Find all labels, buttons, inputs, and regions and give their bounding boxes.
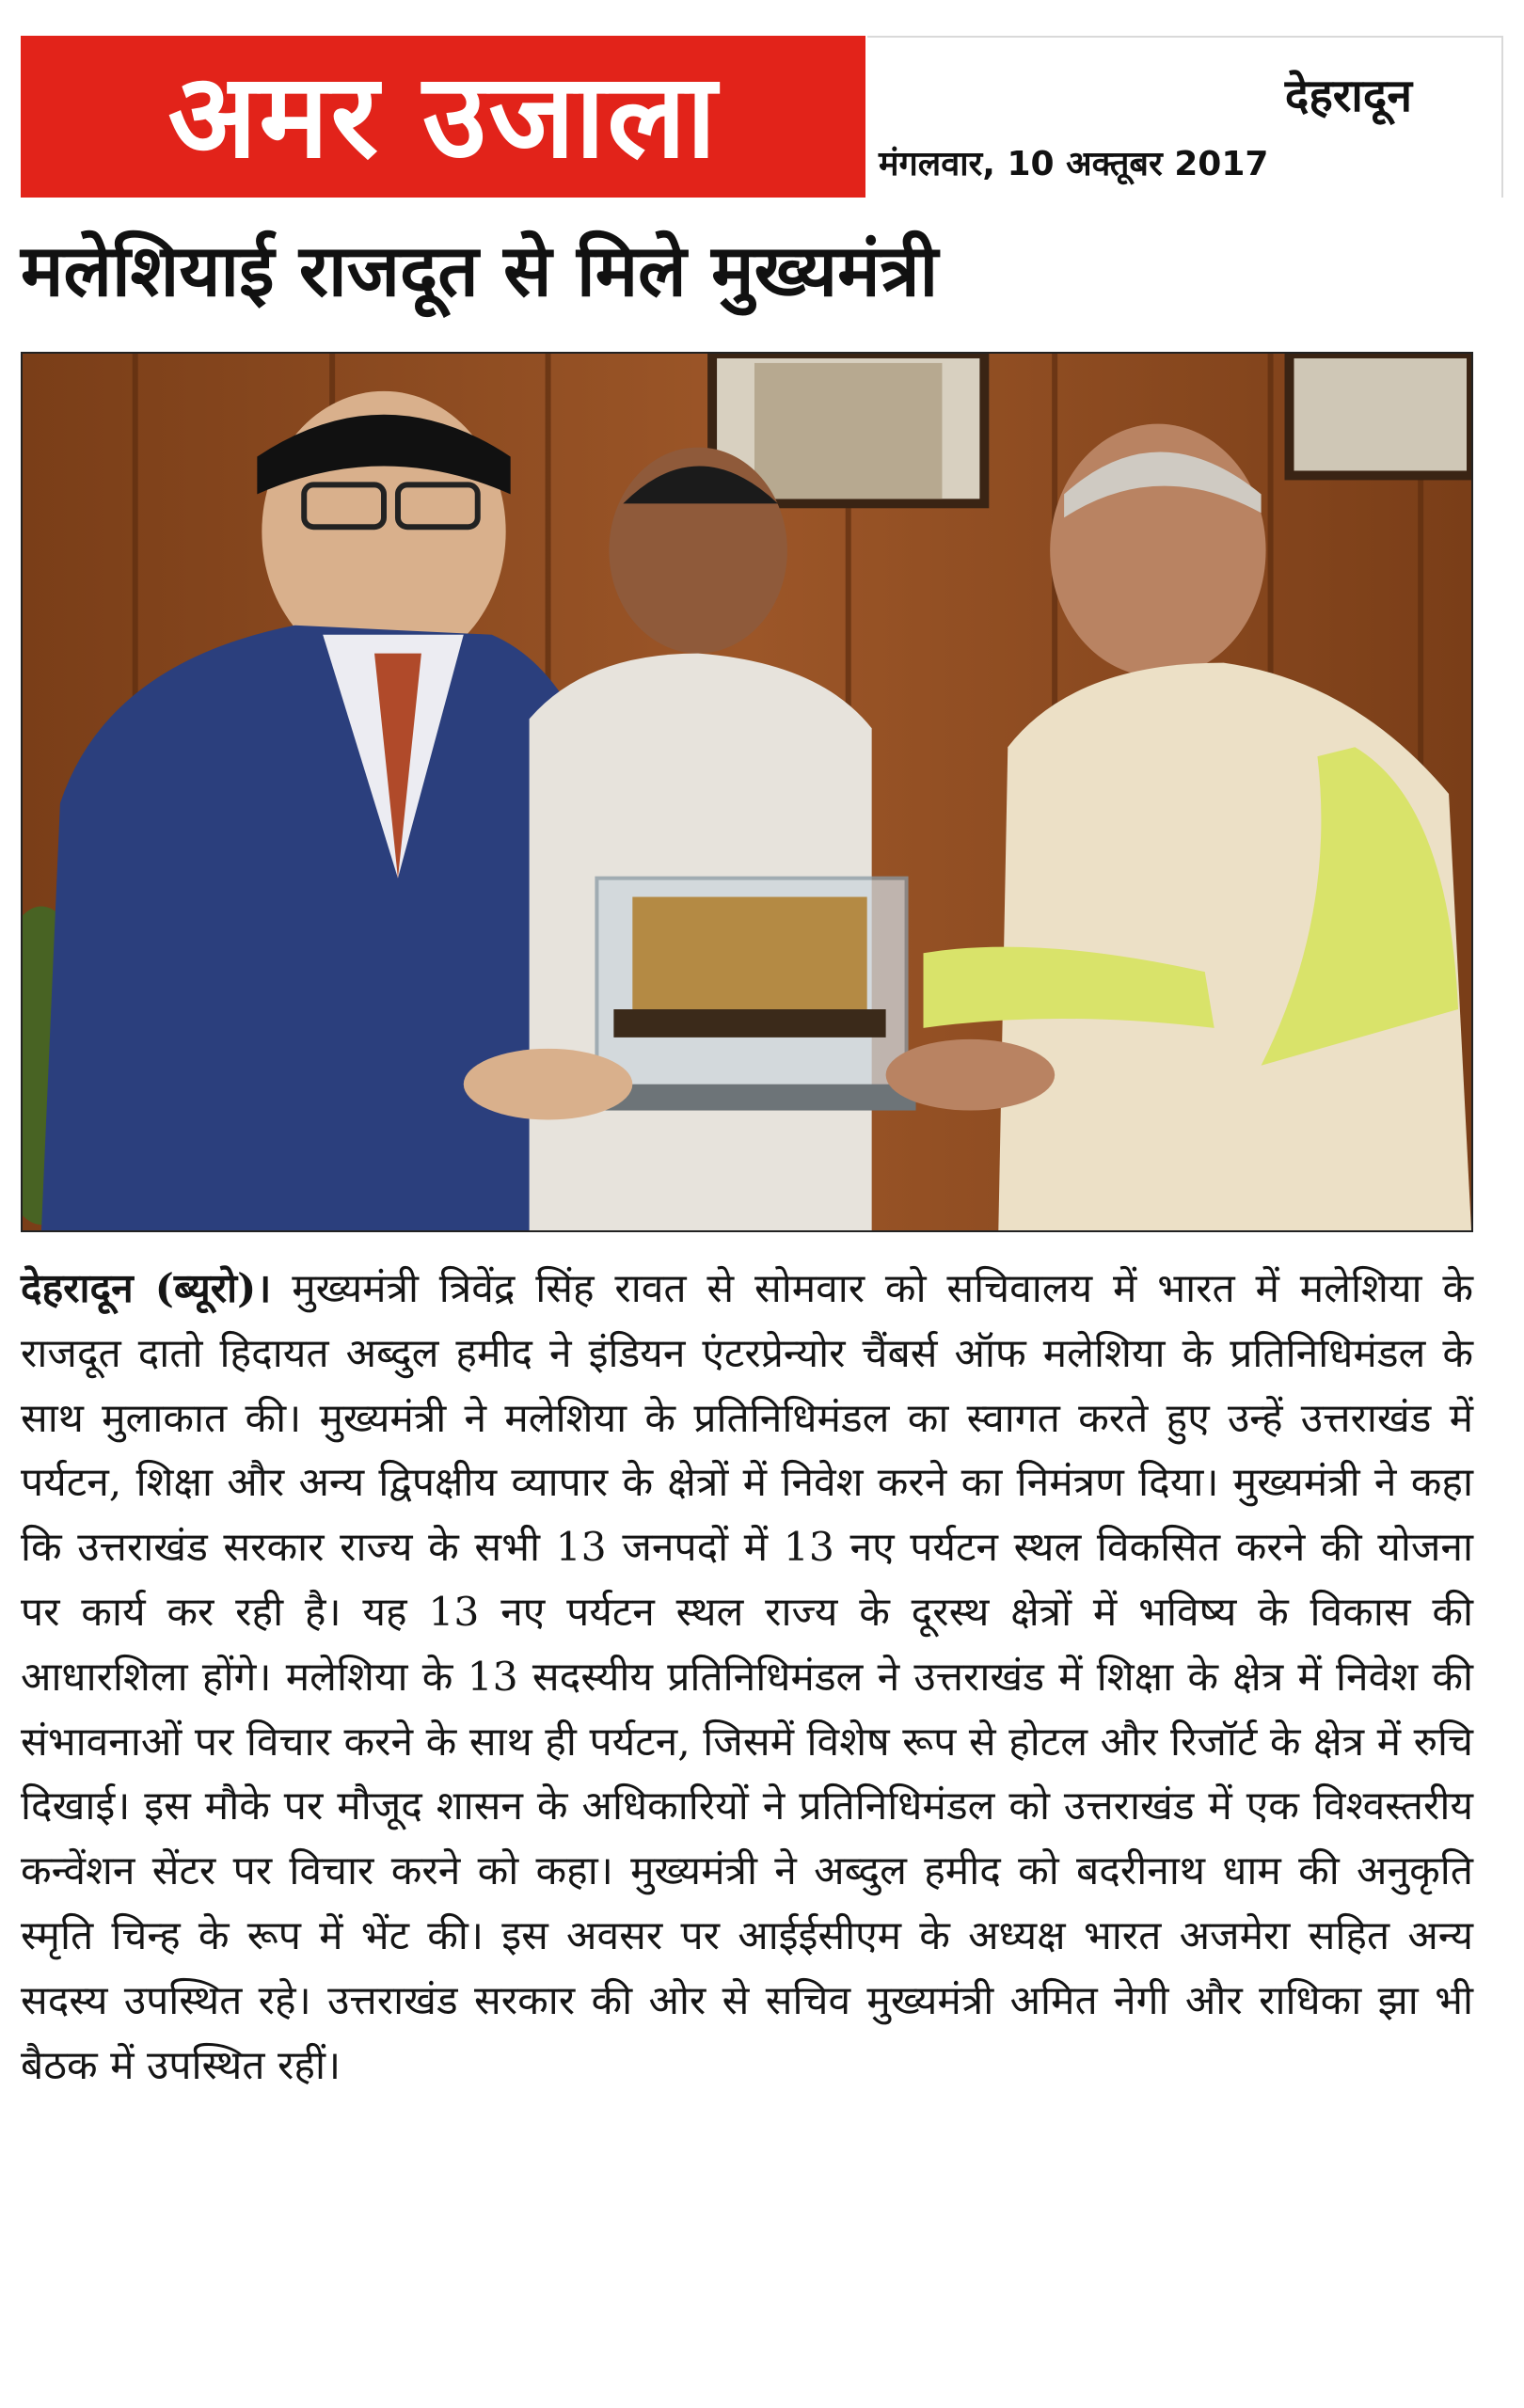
edition-city: देहरादून: [1284, 70, 1412, 122]
article-dateline: देहरादून (ब्यूरो)।: [21, 1265, 272, 1312]
article-body: [21, 1257, 1473, 2099]
edition-date: मंगलवार, 10 अक्तूबर 2017: [879, 145, 1269, 183]
article-photo: [21, 352, 1473, 1232]
masthead-logo-text: अमर उजाला: [167, 49, 719, 184]
article-text: मुख्यमंत्री त्रिवेंद्र सिंह रावत से सोमवार को सचिवालय में भारत में मलेशिया के राजदूत दातो हिदायत अब्दुल हमीद ने इंडियन एंटरप्रेन्योर चैंबर्स ऑफ मलेशिया के प्रतिनिधिमंडल के साथ मुलाकात की। मुख्यमंत्री ने मलेशिया के प्रतिनिधिमंडल का स्वागत करते हुए उन्हें उत्तराखंड में पर्यटन, शिक्षा और अन्य द्विपक्षीय व्यापार के क्षेत्रों में निवेश करने का निमंत्रण दिया। मुख्यमंत्री ने कहा कि उत्तराखंड सरकार राज्य के सभी 13 जनपदों में 13 नए पर्यटन स्थल विकसित करने की योजना पर कार्य कर रही है। यह 13 नए पर्यटन स्थल राज्य के दूरस्थ क्षेत्रों में भविष्य के विकास की आधारशिला होंगे। मलेशिया के 13 सदस्यीय प्रतिनिधिमंडल ने उत्तराखंड में शिक्षा के क्षेत्र में निवेश की संभावनाओं पर विचार करने के साथ ही पर्यटन, जिसमें विशेष रूप से होटल और रिजॉर्ट के क्षेत्र में रुचि दिखाई। इस मौके पर मौजूद शासन के अधिकारियों ने प्रतिनिधिमंडल को उत्तराखंड में एक विश्वस्तरीय कन्वेंशन सेंटर पर विचार करने को कहा। मुख्यमंत्री ने अब्दुल हमीद को बदरीनाथ धाम की अनुकृति स्मृति चिन्ह के रूप में भेंट की। इस अवसर पर आईईसीएम के अध्यक्ष भारत अजमेरा सहित अन्य सदस्य उपस्थित रहे। उत्तराखंड सरकार की ओर से सचिव मुख्यमंत्री अमित नेगी और राधिका झा भी बैठक में उपस्थित रहीं।: [21, 1266, 1473, 2089]
edition-info: [867, 36, 1503, 198]
article-headline: मलेशियाई राजदूत से मिले मुख्यमंत्री: [21, 229, 939, 312]
masthead-logo: [21, 36, 865, 198]
photo-illustration: [23, 354, 1471, 1230]
